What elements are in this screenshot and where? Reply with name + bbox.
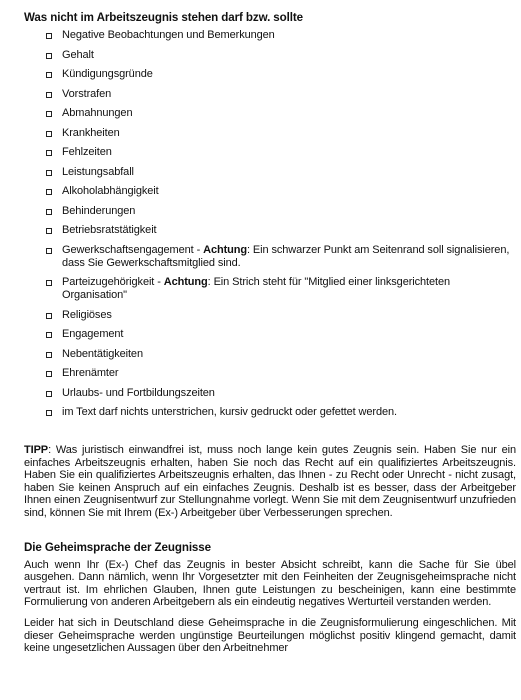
warning-label: Achtung: [203, 243, 247, 256]
tipp-label: TIPP: [24, 444, 49, 456]
list-item-text: Gehalt: [62, 48, 94, 61]
list-item: [24, 224, 516, 237]
list-item-text: Betriebsratstätigkeit: [62, 224, 157, 236]
list-item-text: Leistungsabfall: [62, 165, 134, 178]
checkbox-bullet-icon: [46, 228, 52, 234]
checkbox-bullet-icon: [46, 72, 52, 78]
checkbox-bullet-icon: [46, 33, 52, 39]
checkbox-bullet-icon: [46, 131, 52, 137]
list-item: [24, 107, 516, 120]
list-item: [24, 309, 516, 322]
checkbox-bullet-icon: [46, 53, 52, 59]
checkbox-bullet-icon: [46, 313, 52, 319]
list-item: [24, 328, 516, 341]
checkbox-bullet-icon: [46, 170, 52, 176]
checkbox-bullet-icon: [46, 111, 52, 117]
list-item: [24, 348, 516, 361]
list-item-text: Alkoholabhängigkeit: [62, 185, 159, 197]
checkbox-bullet-icon: [46, 410, 52, 416]
list-item-text: Krankheiten: [62, 126, 120, 139]
list-item-text: Religiöses: [62, 308, 112, 321]
checkbox-bullet-icon: [46, 352, 52, 358]
checkbox-bullet-icon: [46, 189, 52, 195]
secret-language-section: [24, 540, 516, 655]
list-item: [24, 276, 516, 302]
list-item-text: Negative Beobachtungen und Bemerkungen: [62, 29, 275, 41]
list-item: [24, 88, 516, 101]
list-item-text: Behinderungen: [62, 204, 136, 217]
list-item: [24, 166, 516, 179]
list-item-text: Gewerkschaftsengagement -: [62, 243, 204, 256]
section-heading: Was nicht im Arbeitszeugnis stehen darf bzw. sollte: [24, 11, 303, 24]
list-item: [24, 29, 516, 42]
list-item: [24, 127, 516, 140]
list-item-text: Ehrenämter: [62, 367, 119, 379]
checkbox-bullet-icon: [46, 209, 52, 215]
list-item-text: Vorstrafen: [62, 87, 112, 100]
list-item-text: Engagement: [62, 328, 124, 340]
checkbox-bullet-icon: [46, 280, 52, 286]
list-item: [24, 146, 516, 159]
paragraph: Auch wenn Ihr (Ex-) Chef das Zeugnis in bester Absicht schreibt, kann die Sache für Sie übel ausgehen. Dann nämlich, wenn Ihr Vorgesetzter mit den Feinheiten der Zeugnisgeheimsprache nicht vertraut ist. Im ehrlichen Glauben, Ihnen gute Leistungen zu bescheinigen, kann eine bestimmte Formulierung von anderen Arbeitgebern als ein eindeutig negatives Werturteil verstanden werden.: [24, 558, 516, 609]
checkbox-bullet-icon: [46, 391, 52, 397]
checkbox-bullet-icon: [46, 332, 52, 338]
tipp-paragraph: [24, 444, 516, 520]
list-item-text: Kündigungsgründe: [62, 68, 153, 80]
list-item-text: : Ein schwarzer Punkt am Seitenrand soll signalisieren, dass Sie Gewerkschaftsmitglied sind.: [62, 243, 510, 269]
section-heading: Die Geheimsprache der Zeugnisse: [24, 540, 211, 554]
checkbox-bullet-icon: [46, 371, 52, 377]
list-item: [24, 185, 516, 198]
bullet-list: [24, 29, 516, 419]
list-item: [24, 68, 516, 81]
list-item-text: Urlaubs- und Fortbildungszeiten: [62, 386, 215, 399]
list-item-text: Parteizugehörigkeit -: [62, 276, 164, 288]
list-item: [24, 387, 516, 400]
list-item: [24, 49, 516, 62]
list-item-text: Abmahnungen: [62, 107, 133, 119]
list-item: [24, 205, 516, 218]
warning-label: Achtung: [163, 276, 208, 288]
document-page: [24, 10, 516, 655]
list-item-text: : Ein Strich steht für "Mitglied einer linksgerichteten Organisation": [62, 276, 451, 301]
checkbox-bullet-icon: [46, 150, 52, 156]
checkbox-bullet-icon: [46, 92, 52, 98]
list-item: [24, 367, 516, 380]
paragraph: Leider hat sich in Deutschland diese Geheimsprache in die Zeugnisformulierung eingeschlichen. Mit dieser Geheimsprache werden ungünstige Beurteilungen möglichst positiv klingend gemacht, damit keine ungesetzlichen Aussagen über den Arbeitnehmer: [24, 616, 516, 655]
list-item: [24, 244, 516, 270]
list-item-text: Nebentätigkeiten: [62, 347, 143, 360]
list-item: [24, 406, 516, 419]
tipp-text: : Was juristisch einwandfrei ist, muss noch lange kein gutes Zeugnis sein. Haben Sie nur ein einfaches Arbeitszeugnis erhalten, haben Sie noch das Recht auf ein qualifiziertes Arbeitszeugnis. Haben Sie ein qualifiziertes Arbeitszeugnis erhalten, das Ihnen - zu Recht oder Unrecht - nicht zusagt, haben Sie keinen Anspruch auf ein einfaches Zeugnis. Deshalb ist es besser, dass der Arbeitgeber Ihnen einen Zeugnisentwurf zur Stellungnahme vorlegt. Wenn Sie mit dem Zeugnisentwurf unzufrieden sind, können Sie mit Ihrem (Ex-) Arbeitgeber über Verbesserungen sprechen.: [24, 444, 516, 519]
checkbox-bullet-icon: [46, 248, 52, 254]
list-item-text: im Text darf nichts unterstrichen, kursiv gedruckt oder gefettet werden.: [62, 406, 397, 418]
list-item-text: Fehlzeiten: [62, 146, 112, 158]
